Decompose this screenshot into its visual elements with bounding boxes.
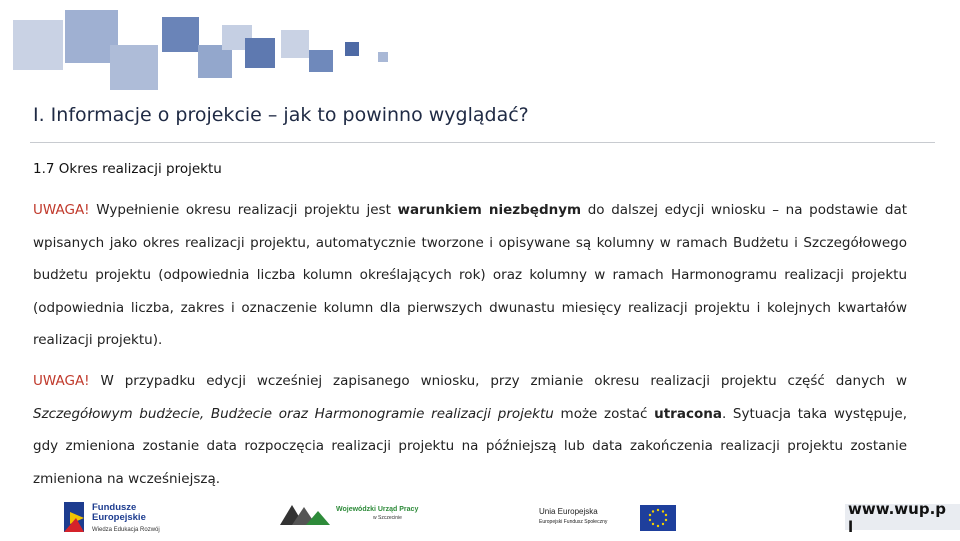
square (110, 45, 158, 90)
logo-text: Europejski Fundusz Społeczny (539, 519, 608, 525)
paragraph-text: . Sytuacja taka występuje, gdy zmieniona zostanie data rozpoczęcia realizacji projektu na późniejszą lub data zakończenia realizacji projektu zostanie zmieniona na wcześniejszą. (33, 405, 907, 487)
footer-logos (0, 495, 960, 540)
square (13, 20, 63, 70)
warning-label: UWAGA! (33, 373, 90, 389)
square (378, 52, 388, 62)
wup-logo (278, 501, 428, 533)
logo-text: Unia Europejska (539, 507, 598, 516)
square (245, 38, 275, 68)
square (281, 30, 309, 58)
warning-paragraph-2 (33, 365, 907, 495)
square (162, 17, 199, 52)
emphasis-text: utracona (654, 405, 722, 422)
logo-text: Fundusze (92, 502, 137, 513)
page-title: I. Informacje o projekcie – jak to powinno wyglądać? (33, 104, 529, 126)
italic-text: Szczegółowym budżecie, Budżecie oraz Harmonogramie realizacji projektu (33, 405, 554, 422)
logo-text: w Szczecinie (373, 515, 402, 521)
website-link[interactable]: www.wup.p l (848, 500, 947, 536)
warning-label: UWAGA! (33, 202, 90, 218)
logo-text: Wiedza Edukacja Rozwój (92, 527, 160, 533)
eu-flag-icon (640, 505, 676, 531)
logo-text: Europejskie (92, 512, 146, 523)
ue-efs-logo (537, 499, 677, 533)
square (309, 50, 333, 72)
emphasis-text: warunkiem niezbędnym (397, 202, 582, 218)
logo-text: Wojewódzki Urząd Pracy (336, 506, 419, 513)
square (345, 42, 359, 56)
section-subtitle: 1.7 Okres realizacji projektu (33, 161, 222, 177)
fundusze-europejskie-logo (62, 498, 182, 536)
paragraph-text: do dalszej edycji wniosku – na podstawie dat wpisanych jako okres realizacji projektu, automatycznie tworzone i opisywane są kolumny w ramach Budżetu i Szczegółowego budżetu projektu (odpowiednia liczba kolumn określających rok) oraz kolumny w ramach Harmonogramu realizacji projektu (odpowiednia liczba, zakres i oznaczenie kolumn dla pierwszych dwunastu miesięcy realizacji projektu i kolejnych kwartałów realizacji projektu). (33, 202, 908, 348)
paragraph-text: W przypadku edycji wcześniej zapisanego wniosku, przy zmianie okresu realizacji projektu część danych w (89, 373, 907, 389)
paragraph-text: może zostać (553, 405, 655, 422)
warning-paragraph-1 (33, 194, 907, 357)
wup-emblem-icon (278, 501, 333, 527)
paragraph-text: Wypełnienie okresu realizacji projektu jest (89, 202, 398, 218)
divider (30, 142, 935, 143)
fe-star-icon (62, 498, 90, 536)
